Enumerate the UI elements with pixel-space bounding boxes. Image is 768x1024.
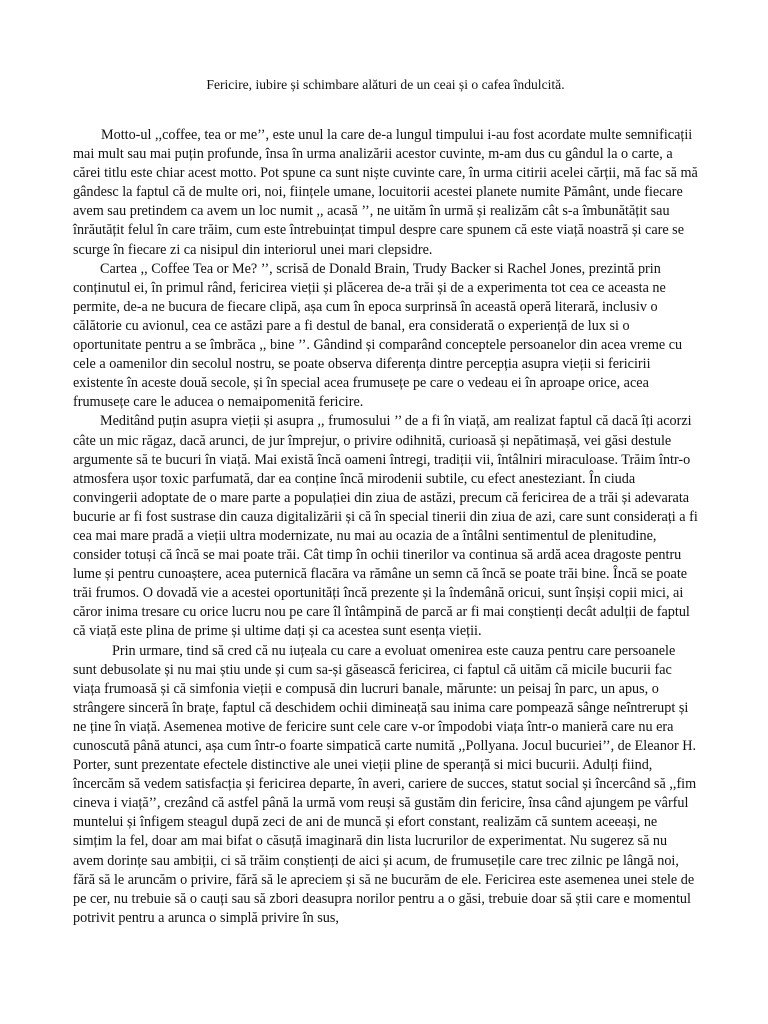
paragraph-conclusion: Prin urmare, tind să cred că nu iuțeala cu care a evoluat omenirea este cauza pentru care persoanele sunt debusolate și nu mai știu unde și cum sa-și găsească fericirea, ci faptul că uităm că micile bucurii fac viața frumoasă și că simfonia vieții e compusă din lucruri banale, mărunte: un peisaj în parc, un apus, o strângere sinceră în brațe, faptul că deschidem ochii dimineață sau inima care pompează sânge neîntrerupt și ne ține în viață. Asemenea motive de fericire sunt cele care v-or împodobi viața într-o manieră care nu era cunoscută până atunci, așa cum într-o foarte simpatică carte numită ,,Pollyana. Jocul bucuriei’’, de Eleanor H. Porter, sunt prezentate efectele distinctive ale unei vieții pline de speranță si mici bucurii. Adulți fiind, încercăm să vedem satisfacția și fericirea departe, în averi, cariere de succes, statut social și încercând să ,,fim cineva i viață’’, crezând că astfel până la urmă vom reuși să gustăm din fericire, însa când ajungem pe vârful muntelui și înfigem steagul după zeci de ani de muncă și efort constant, realizăm că suntem aceeași, ne simțim la fel, doar am mai bifat o căsuță imaginară din lista lucrurilor de experimentat. Nu sugerez să nu avem dorințe sau ambiții, ci să trăim conștienți de aici și acum, de frumusețile care trec zilnic pe lângă noi, fără să le aruncăm o privire, fără să le apreciem și să ne bucurăm de ele. Fericirea este asemenea unei stele de pe cer, nu trebuie să o cauți sau să zbori deasupra norilor pentru a o găsi, trebuie doar să știi care e momentul potrivit pentru a arunca o simplă privire în sus,: [73, 642, 697, 926]
document-body: [73, 126, 698, 928]
document-title: Fericire, iubire și schimbare alături de un ceai și o cafea îndulcită.: [206, 77, 565, 92]
paragraph-book: Cartea ,, Coffee Tea or Me? ’’, scrisă de Donald Brain, Trudy Backer si Rachel Jones, prezintă prin conținutul ei, în primul rând, fericirea vieții și plăcerea de-a trăi și de a experimenta tot cea ce aceasta ne permite, de-a ne bucura de fiecare clipă, așa cum în epoca surprinsă în această operă literară, inclusiv o călătorie cu avionul, cea ce astăzi pare a fi destul de banal, era considerată o experiență de lux si o oportunitate pentru a se îmbrăca ,, bine ’’. Gândind și comparând conceptele persoanelor din acea vreme cu cele a oamenilor din secolul nostru, se poate observa diferența dintre percepția asupra vieții si fericirii existente în aceste două secole, și în special acea frumusețe pe care o vedeau ei în aproape orice, acea frumusețe care le aducea o nemaipomenită fericire.: [73, 260, 683, 411]
paragraph-meditation: Meditând puțin asupra vieții și asupra ,, frumosului ’’ de a fi în viață, am realizat faptul că dacă îți acorzi câte un mic răgaz, dacă arunci, de jur împrejur, o privire odihnită, curioasă și nepătimașă, vei găsi destule argumente să te bucuri în viață. Mai există încă oameni întregi, tradiții vii, întâlniri miraculoase. Trăim într-o atmosfera ușor toxic parfumată, dar ea conține încă mirodenii subtile, cu efect anesteziant. În ciuda convingerii adoptate de o mare parte a populației din ziua de astăzi, precum că fericirea de a trăi și adevarata bucurie ar fi fost sustrase din cauza digitalizării și că în special tinerii din ziua de azi, care sunt considerați a fi cea mai mare pradă a vieții ultra modernizate, nu mai au ocazia de a întâlni sentimentul de plenitudine, consider totuși că încă se mai poate trăi. Cât timp în ochii tinerilor va continua să ardă acea dragoste pentru lume și pentru cunoaștere, acea puternică flacăra va rămâne un semn că încă se poate trăi bine. Încă se poate trăi frumos. O dovadă vie a acestei oportunități încă prezente și la îndemână oricui, sunt înșiși copii mici, ai căror inima tresare cu orice lucru nou pe care îl întâmpină de parcă ar fi mai conștienți decât adulții de faptul că viață este plina de prime și ultime dați și ca acestea sunt esența vieții.: [73, 413, 698, 640]
paragraph-motto: Motto-ul ,,coffee, tea or me’’, este unul la care de-a lungul timpului i-au fost acordate multe semnificații mai mult sau mai puțin profunde, însa în urma analizării acestor cuvinte, m-am dus cu gândul la o carte, a cărei titlu este chiar acest motto. Pot spune ca sunt niște cuvinte care, în urma citirii acelei cărții, mă fac să mă gândesc la faptul că de multe ori, noi, ființele umane, locuitorii acestei planete numite Pământ, unde fiecare avem sau pretindem ca avem un loc numit ,, acasă ’’, ne uităm în urmă și realizăm cât s-a îmbunătățit sau înrăutățit felul în care trăim, cum este întrebuințat timpul despre care spunem că este viață noastră și care se scurge în fiecare zi ca nisipul din interiorul unei mari clepsidre.: [73, 127, 698, 258]
